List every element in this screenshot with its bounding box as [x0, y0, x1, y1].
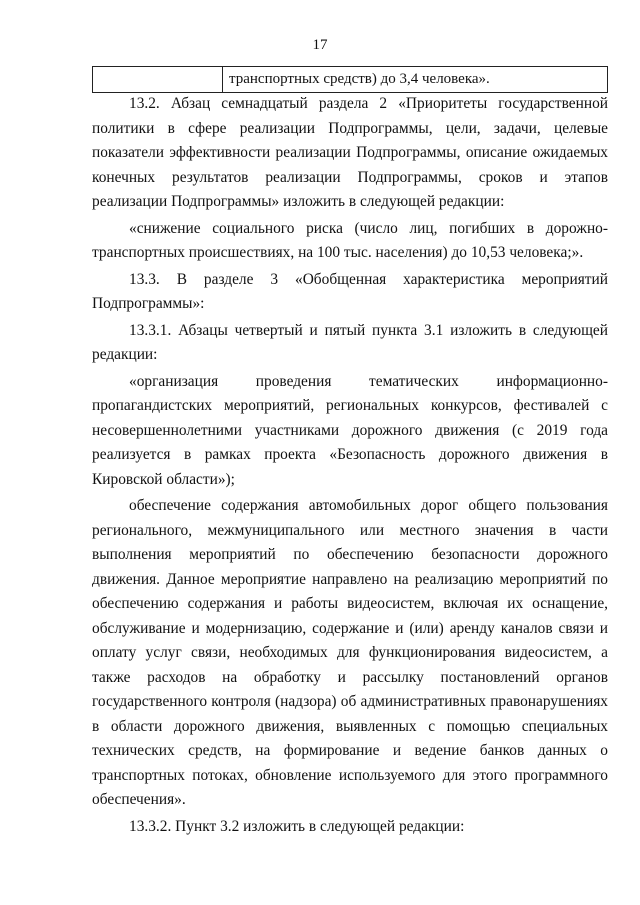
paragraph-13-3-2: 13.3.2. Пункт 3.2 изложить в следующей редакции:	[129, 817, 465, 835]
paragraph-quote-social-risk: «снижение социального риска (число лиц, погибших в дорожно-транспортных происшествиях, на 100 тыс. населения) до 10,53 человека;».	[92, 219, 608, 261]
paragraph-13-3-1: 13.3.1. Абзацы четвертый и пятый пункта 3.1 изложить в следующей редакции:	[92, 321, 608, 363]
continued-table	[92, 66, 608, 93]
paragraph-13-3: 13.3. В разделе 3 «Обобщенная характеристика мероприятий Подпрограммы»:	[92, 270, 608, 312]
table-cell-left	[93, 67, 223, 93]
document-body	[92, 92, 608, 839]
table-cell-right: транспортных средств) до 3,4 человека».	[223, 67, 608, 93]
page-number: 17	[312, 37, 328, 53]
paragraph-road-maintenance: обеспечение содержания автомобильных дорог общего пользования регионального, межмуниципального или местного значения в части выполнения мероприятий по обеспечению безопасности дорожного движения. Данное мероприятие направлено на реализацию мероприятий по обеспечению содержания и работы видеосистем, включая их оснащение, обслуживание и модернизацию, содержание и (или) аренду каналов связи и оплату услуг связи, необходимых для функционирования видеосистем, а также расходов на обработку и рассылку постановлений органов государственного контроля (надзора) об административных правонарушениях в области дорожного движения, выявленных с помощью специальных технических средств, на формирование и ведение банков данных о транспортных потоках, обновление используемого для этого программного обеспечения».	[92, 497, 608, 808]
paragraph-13-2: 13.2. Абзац семнадцатый раздела 2 «Приоритеты государственной политики в сфере реализации Подпрограммы, цели, задачи, целевые показатели эффективности реализации Подпрограммы, описание ожидаемых конечных результатов реализации Подпрограммы, сроков и этапов реализации Подпрограммы» изложить в следующей редакции:	[92, 95, 608, 210]
paragraph-quote-organization: «организация проведения тематических информационно-пропагандистских мероприятий, региональных конкурсов, фестивалей с несовершеннолетними участниками дорожного движения (с 2019 года реализуется в рамках проекта «Безопасность дорожного движения в Кировской области»);	[92, 372, 608, 488]
table-row	[93, 67, 608, 93]
